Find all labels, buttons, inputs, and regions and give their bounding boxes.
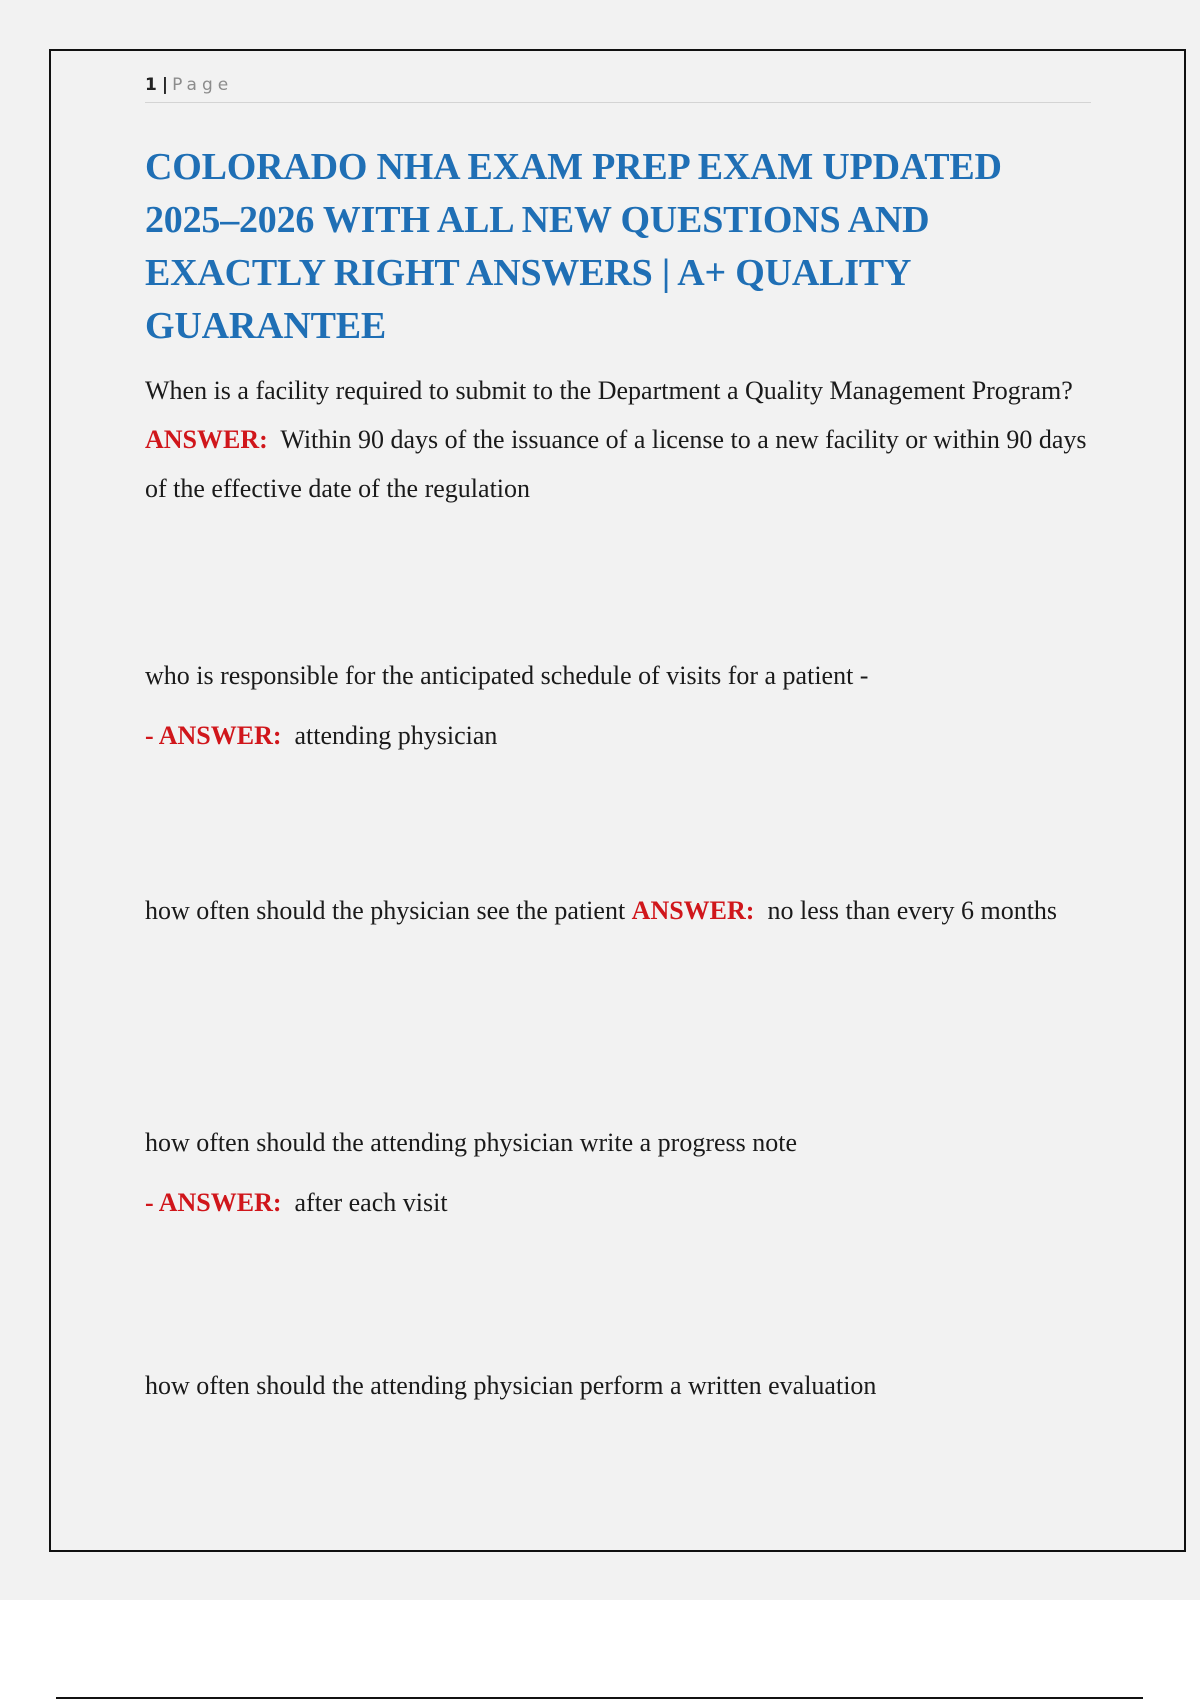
question-text: When is a facility required to submit to the Department a Quality Management Program? — [145, 376, 1073, 405]
answer-line — [145, 1173, 1095, 1233]
answer-label: - ANSWER: — [145, 721, 282, 750]
page-label: Page — [172, 75, 234, 95]
question-block — [145, 366, 1095, 513]
page-bottom-divider — [56, 1697, 1143, 1699]
question-text: how often should the attending physician perform a written evaluation — [145, 1371, 877, 1400]
answer-text: after each visit — [294, 1188, 448, 1217]
answer-text: Within 90 days of the issuance of a license to a new facility or within 90 days of the effective date of the regulation — [145, 425, 1087, 503]
page-separator: | — [161, 75, 169, 95]
page-number: 1 — [145, 75, 157, 95]
answer-line — [145, 706, 1095, 766]
question-text: who is responsible for the anticipated schedule of visits for a patient - — [145, 661, 869, 690]
question-block — [145, 1113, 1095, 1233]
answer-text: no less than every 6 months — [767, 896, 1058, 925]
answer-label: ANSWER: — [631, 896, 755, 925]
answer-label: - ANSWER: — [145, 1188, 282, 1217]
answer-label: ANSWER: — [145, 425, 268, 454]
document-title: COLORADO NHA EXAM PREP EXAM UPDATED 2025–2026 WITH ALL NEW QUESTIONS AND EXACTLY RIGHT ANSWERS | A+ QUALITY GUARANTEE — [145, 146, 1002, 347]
answer-text: attending physician — [294, 721, 498, 750]
question-block — [145, 646, 1095, 766]
question-block — [145, 885, 1095, 936]
question-text: how often should the physician see the patient — [145, 896, 626, 925]
page-header — [145, 72, 1091, 103]
question-text: how often should the attending physician write a progress note — [145, 1128, 798, 1157]
question-block — [145, 1358, 1095, 1414]
